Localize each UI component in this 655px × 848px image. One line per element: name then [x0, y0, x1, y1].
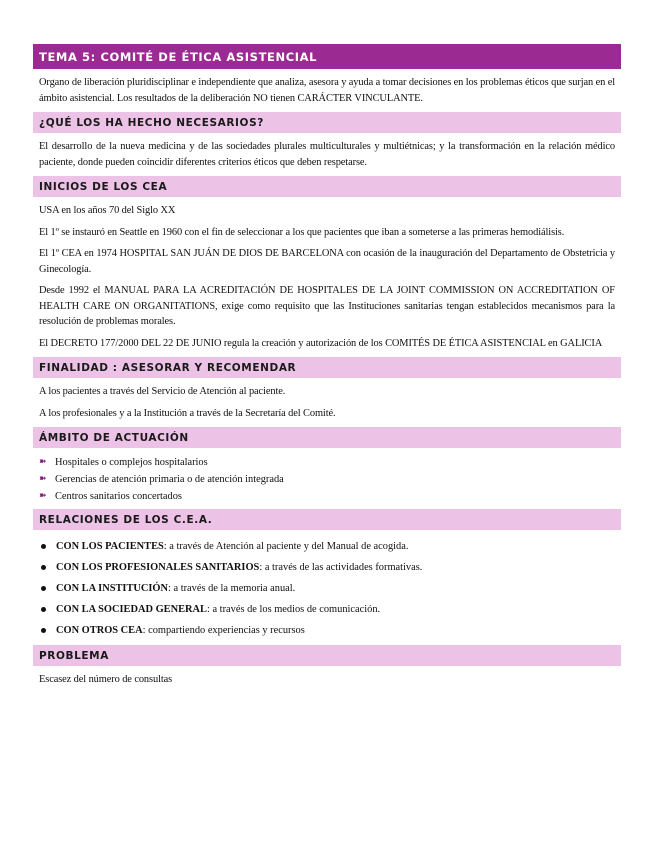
section-heading-necesarios: ¿QUÉ LOS HA HECHO NECESARIOS?	[33, 112, 621, 133]
list-item-text: : a través de las actividades formativas.	[259, 562, 423, 573]
dot-icon	[41, 565, 46, 570]
section-heading-inicios: INICIOS DE LOS CEA	[33, 176, 621, 197]
problema-paragraph: Escasez del número de consultas	[39, 674, 173, 685]
inicios-paragraph-3: El 1º CEA en 1974 HOSPITAL SAN JUÁN DE DIOS DE BARCELONA con ocasión de la inauguración del Departamento de Obstetricia y Ginecología.	[39, 248, 615, 275]
list-item	[39, 471, 621, 488]
intro-paragraph: Organo de liberación pluridisciplinar e independiente que analiza, asesora y ayuda a tomar decisiones en los problemas éticos que surjan en el ámbito asistencial. Los resultados de la deliberación NO tienen CARÁCTER VINCULANTE.	[39, 77, 615, 104]
list-item-text: Gerencias de atención primaria o de atención integrada	[55, 474, 284, 485]
arrow-icon: ➽	[39, 457, 47, 467]
inicios-paragraph-4: Desde 1992 el MANUAL PARA LA ACREDITACIÓN DE HOSPITALES DE LA JOINT COMMISSION ON ACCREDITATION OF HEALTH CARE ON ORGANITATIONS, exige como requisito que las Instituciones sanitarias tengan establecidos mecanismos para la resolución de problemas morales.	[39, 285, 615, 327]
list-item-bold: CON LA INSTITUCIÓN	[56, 583, 169, 594]
inicios-paragraph-2: El 1º se instauró en Seattle en 1960 con el fin de seleccionar a los que pacientes que iban a someterse a las primeras hemodiálisis.	[39, 226, 565, 238]
section-heading-ambito: ÁMBITO DE ACTUACIÓN	[33, 427, 621, 448]
dot-icon	[41, 628, 46, 633]
list-item	[39, 454, 621, 471]
dot-icon	[41, 586, 46, 591]
list-item-text: : a través de Atención al paciente y del Manual de acogida.	[163, 541, 409, 552]
list-item-text: : compartiendo experiencias y recursos	[142, 625, 305, 636]
document-title: TEMA 5: COMITÉ DE ÉTICA ASISTENCIAL	[33, 44, 621, 69]
list-item-text: : a través de los medios de comunicación.	[206, 604, 381, 615]
necesarios-paragraph: El desarrollo de la nueva medicina y de las sociedades plurales multiculturales y multiétnicas; y la transformación en la relación médico paciente, donde pueden coincidir diferentes criterios éticos que deben respetarse.	[39, 141, 615, 168]
list-item-bold: CON LA SOCIEDAD GENERAL	[56, 604, 207, 615]
section-heading-problema: PROBLEMA	[33, 645, 621, 666]
arrow-icon: ➽	[39, 474, 47, 484]
list-item	[39, 620, 621, 641]
dot-icon	[41, 607, 46, 612]
finalidad-paragraph-1: A los pacientes a través del Servicio de Atención al paciente.	[39, 386, 286, 397]
list-item	[39, 536, 621, 557]
list-item-text: Centros sanitarios concertados	[55, 491, 182, 502]
list-item	[39, 578, 621, 599]
arrow-icon: ➽	[39, 491, 47, 501]
list-item-bold: CON LOS PROFESIONALES SANITARIOS	[56, 562, 260, 573]
document-page	[33, 44, 621, 694]
inicios-paragraph-1: USA en los años 70 del Siglo XX	[39, 205, 176, 216]
section-heading-finalidad: FINALIDAD : ASESORAR Y RECOMENDAR	[33, 357, 621, 378]
inicios-paragraph-5: El DECRETO 177/2000 DEL 22 DE JUNIO regula la creación y autorización de los COMITÉS DE ÉTICA ASISTENCIAL en GALICIA	[39, 337, 603, 349]
finalidad-paragraph-2: A los profesionales y a la Institución a través de la Secretaría del Comité.	[39, 407, 336, 419]
list-item-text: Hospitales o complejos hospitalarios	[55, 457, 208, 468]
section-heading-relaciones: RELACIONES DE LOS C.E.A.	[33, 509, 621, 530]
dot-icon	[41, 544, 46, 549]
list-item	[39, 488, 621, 505]
relaciones-list	[33, 536, 621, 641]
list-item-text: : a través de la memoria anual.	[168, 583, 296, 594]
list-item-bold: CON LOS PACIENTES	[56, 541, 164, 552]
list-item	[39, 557, 621, 578]
list-item	[39, 599, 621, 620]
list-item-bold: CON OTROS CEA	[56, 625, 143, 636]
ambito-list	[33, 454, 621, 505]
